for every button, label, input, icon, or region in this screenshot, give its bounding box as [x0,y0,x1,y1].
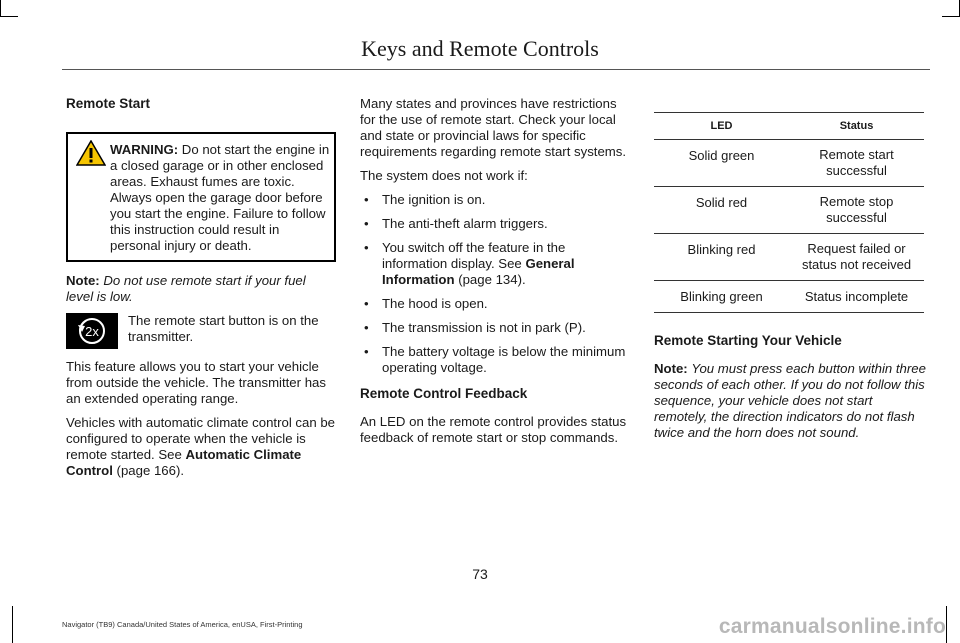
list-item [360,192,632,208]
warning-label: WARNING: [110,142,179,157]
warning-box [66,132,336,262]
remote-start-info [66,313,336,349]
list-item-text: The ignition is on. [382,192,486,207]
bullet-icon: • [364,216,369,231]
page-number: 73 [472,566,488,582]
list-item [360,296,632,312]
section-heading: Remote Starting Your Vehicle [654,333,842,348]
paragraph: An LED on the remote control provides status feedback of remote start or stop commands. [360,414,627,445]
paragraph: The system does not work if: [360,168,528,183]
note-label: Note: [654,361,688,376]
footer-text: Navigator (TB9) Canada/United States of America, enUSA, First-Printing [62,620,303,629]
section-heading: Remote Start [66,96,151,111]
crop-mark [0,16,18,17]
list-item-text: The transmission is not in park (P). [382,320,586,335]
note-text: Do not use remote start if your fuel level is low. [66,273,306,304]
note [66,273,336,305]
warning-text [72,142,330,254]
cross-reference-link[interactable]: General Information [382,256,575,287]
table-cell-led: Blinking red [654,234,789,281]
list-item-text: The hood is open. [382,296,488,311]
section-heading: Remote Control Feedback [360,386,528,401]
table-row [654,234,924,281]
page-title: Keys and Remote Controls [361,36,599,61]
table-cell-led: Blinking green [654,281,789,313]
bullet-icon: • [364,320,369,335]
watermark: carmanualsonline.info [718,615,946,638]
paragraph: This feature allows you to start your vehicle from outside the vehicle. The transmitter has an extended operating range. [66,359,326,406]
table-row [654,281,924,313]
paragraph [66,415,336,479]
remote-icon-label: 2x [85,324,99,339]
remote-start-2x-icon [66,313,118,349]
condition-list [360,192,632,376]
table-cell-led: Solid red [654,187,789,234]
left-column [66,96,336,487]
note [654,361,926,441]
note-text: You must press each button within three seconds of each other. If you do not follow this sequence, your vehicle does not start remotely, the direction indicators do not flash twice and the horn does not sound. [654,361,926,440]
para-suffix: (page 166). [112,463,185,478]
paragraph: Many states and provinces have restrictions for the use of remote start. Check your local and state or provincial laws for specific requirements regarding remote start systems. [360,96,627,159]
crop-mark [12,606,13,643]
table-cell-status: Remote stop successful [789,187,924,234]
header-rule [62,69,930,70]
bullet-icon: • [364,344,369,359]
table-cell-status: Remote start successful [789,140,924,187]
table-row [654,140,924,187]
led-status-table [654,112,924,313]
cross-reference-link[interactable]: Automatic Climate Control [66,447,302,478]
table-header-row [654,113,924,140]
table-row [654,187,924,234]
table-header-status: Status [789,113,924,140]
table-cell-status: Status incomplete [789,281,924,313]
note-label: Note: [66,273,100,288]
list-item-text: The battery voltage is below the minimum operating voltage. [382,344,626,375]
list-item-text: You switch off the feature in the information display. See [382,240,566,271]
crop-mark [0,0,1,16]
table-header-led: LED [654,113,789,140]
crop-mark [946,606,947,643]
list-item [360,240,632,288]
table-cell-led: Solid green [654,140,789,187]
warning-triangle-icon [76,140,106,170]
bullet-icon: • [364,296,369,311]
para-prefix: Vehicles with automatic climate control can be configured to operate when the vehicle is remote started. See [66,415,336,462]
bullet-icon: • [364,192,369,207]
crop-mark [942,16,960,17]
key-text: The remote start button is on the transmitter. [128,313,319,344]
warning-body: Do not start the engine in a closed garage or in other enclosed areas. Exhaust fumes are toxic. Always open the garage door before you start the engine. Failure to follow this instruction could result in personal injury or death. [110,142,330,253]
table-cell-status: Request failed or status not received [789,234,924,281]
middle-column [360,96,632,454]
list-item [360,344,632,376]
list-item [360,320,632,336]
bullet-icon: • [364,240,369,255]
list-item-suffix: (page 134). [454,272,526,287]
list-item [360,216,632,232]
list-item-text: The anti-theft alarm triggers. [382,216,548,231]
right-column [654,96,926,449]
